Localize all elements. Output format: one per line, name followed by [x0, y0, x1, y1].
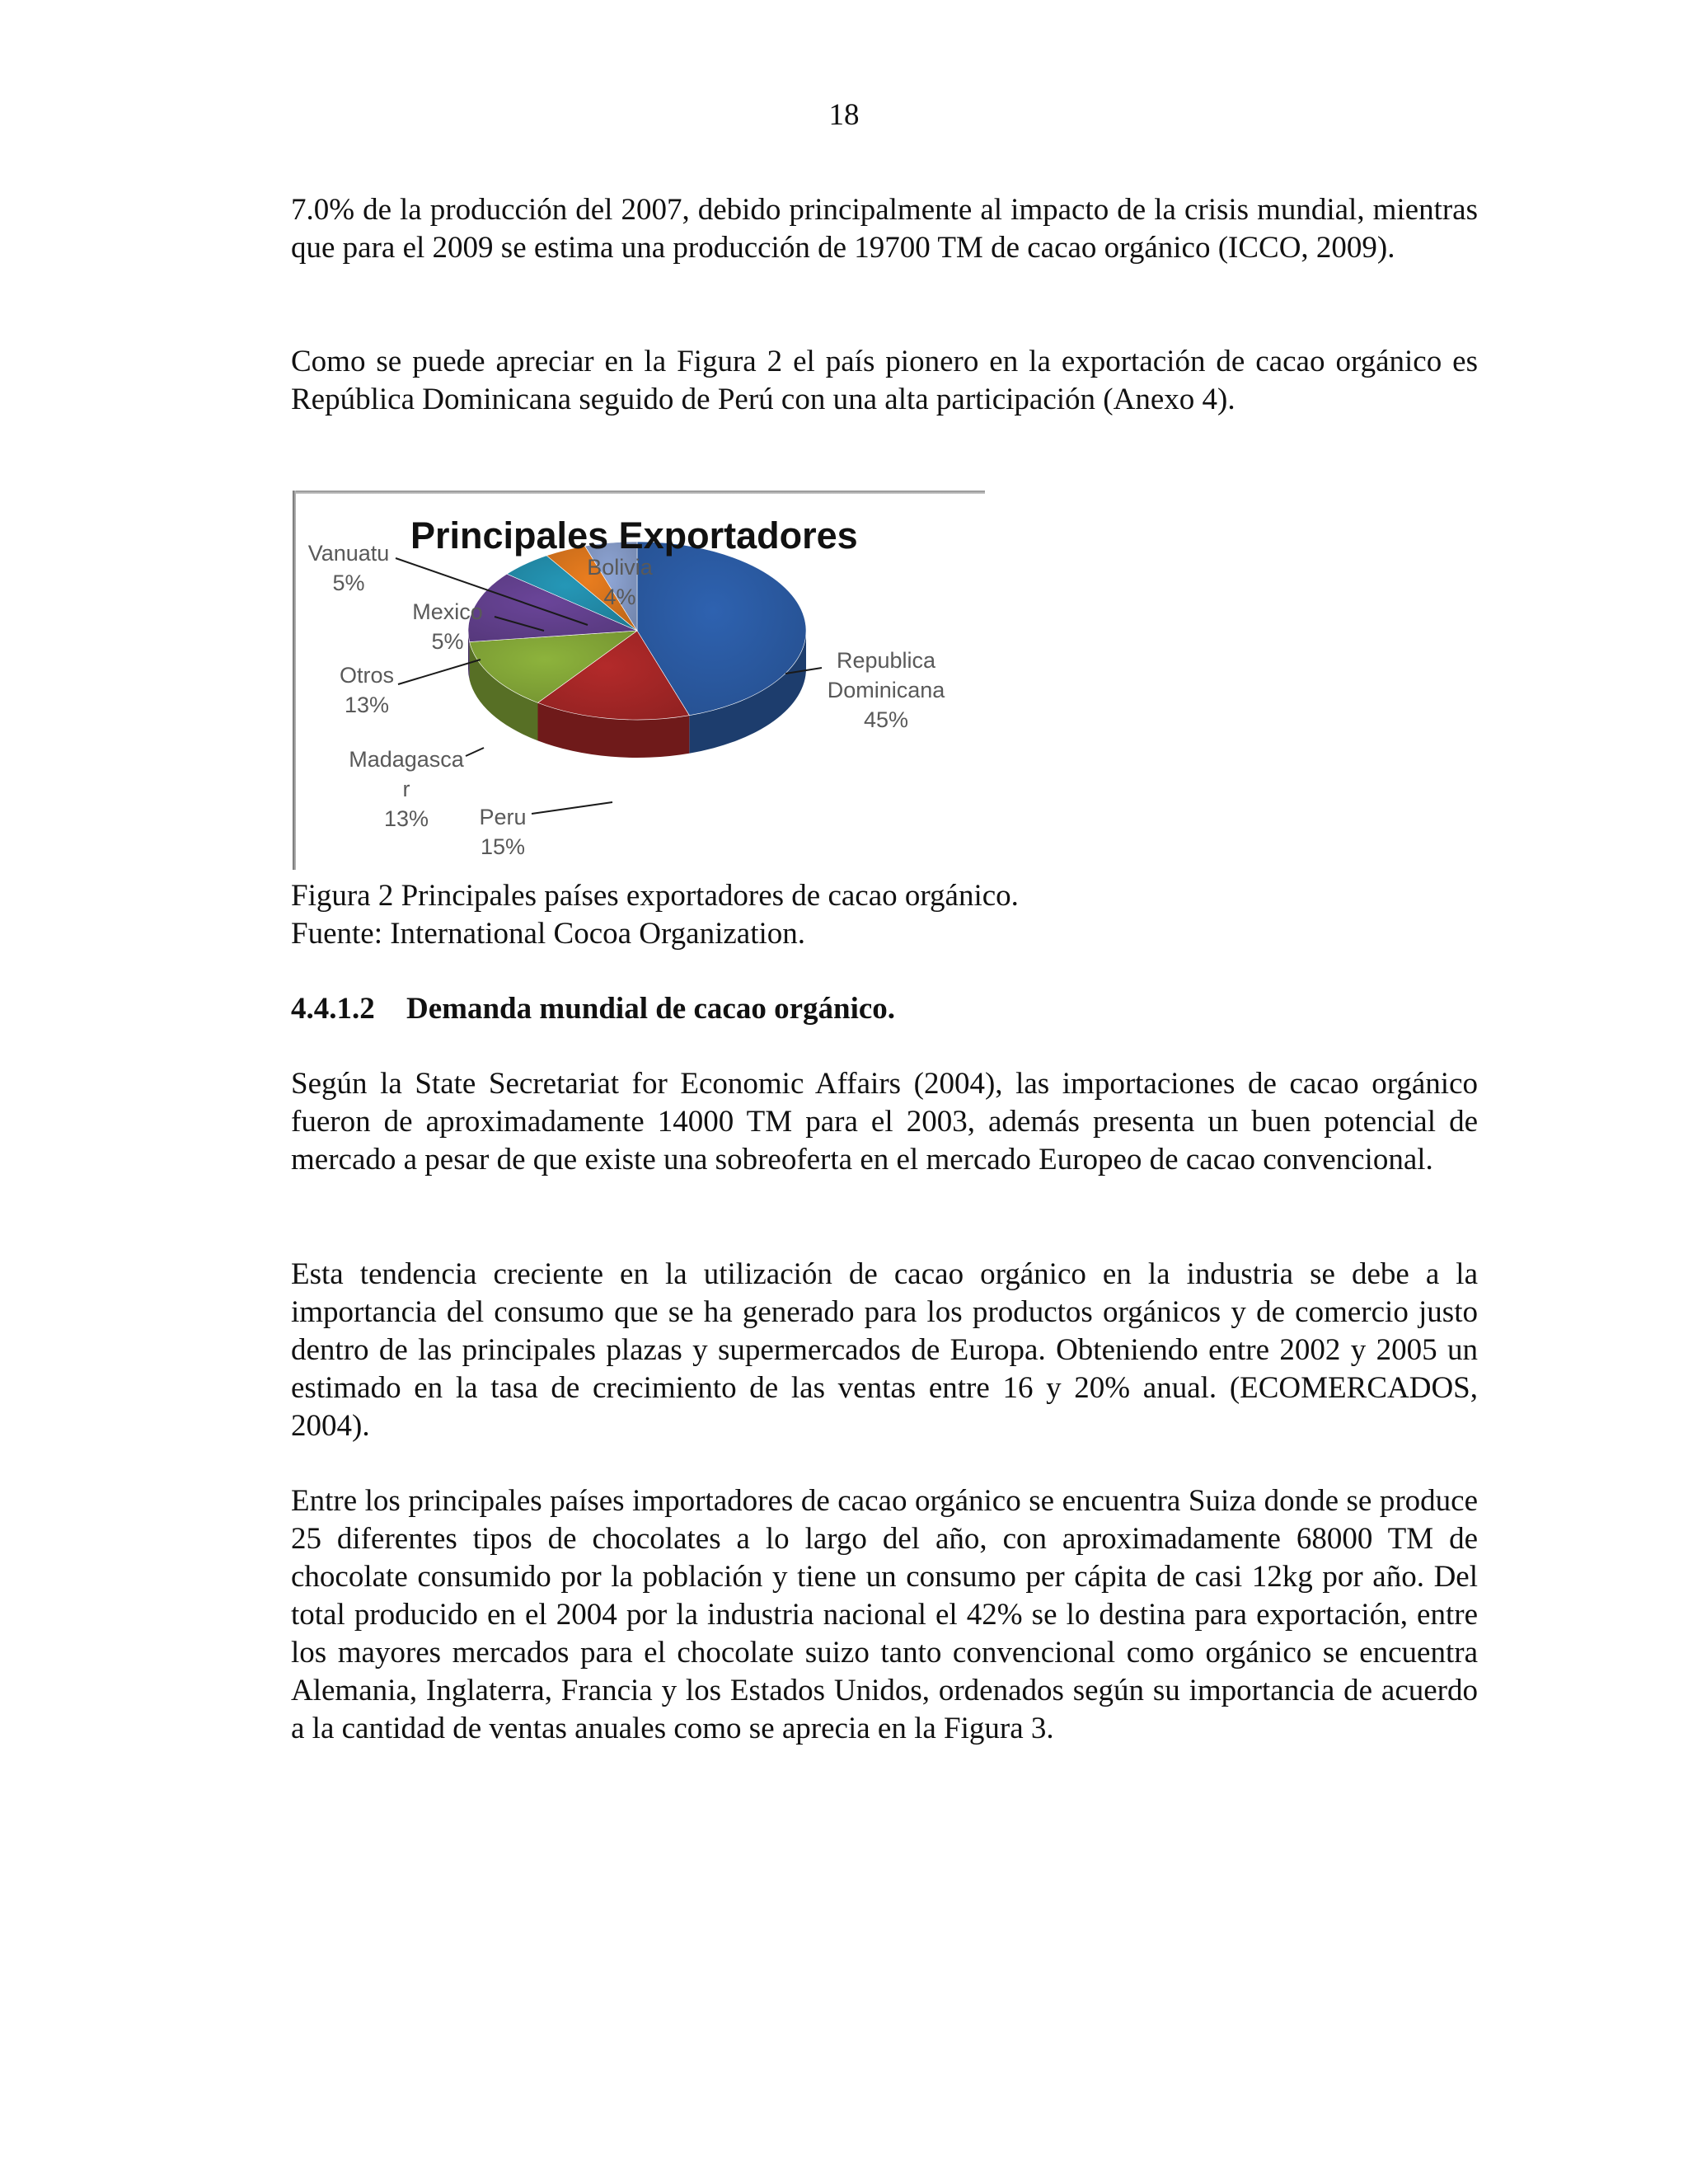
figure-caption-source: Fuente: International Cocoa Organization. [291, 917, 806, 951]
pct-mexico: 5% [431, 629, 464, 654]
pct-peru: 15% [480, 834, 526, 859]
pie-chart [293, 491, 985, 870]
figure-caption [291, 877, 1478, 953]
pct-republica-dominicana: 45% [863, 707, 909, 732]
leader-line-peru [532, 802, 612, 814]
name-bolivia: Bolivia [587, 555, 653, 580]
paragraph-importers: Entre los principales países importadores de cacao orgánico se encuentra Suiza donde se produce 25 diferentes tipos de chocolates a lo largo del año, con aproximadamente 68000 TM de chocolate consumido por la población y tiene un consumo per cápita de casi 12kg por año. Del total producido en el 2004 por la industria nacional el 42% se lo destina para exportación, entre los mayores mercados para el chocolate suizo tanto convencional como orgánico se encuentra Alemania, Inglaterra, Francia y los Estados Unidos, ordenados según su importancia de acuerdo a la cantidad de ventas anuales como se aprecia en la Figura 3. [291, 1484, 1478, 1745]
leader-line-madagascar [466, 748, 484, 756]
label-vanuatu [308, 541, 390, 595]
name-republica-dominicana: Dominicana [827, 678, 945, 702]
paragraph-production: 7.0% de la producción del 2007, debido principalmente al impacto de la crisis mundial, mientras que para el 2009 se estima una producción de 19700 TM de cacao orgánico (ICCO, 2009). [291, 193, 1478, 265]
name-mexico: Mexico [412, 599, 483, 624]
pct-madagascar: 13% [383, 806, 429, 831]
chart-title: Principales Exportadores [410, 514, 858, 557]
name-vanuatu: Vanuatu [307, 541, 390, 566]
page-number: 18 [828, 98, 860, 132]
section-heading [291, 990, 1478, 1028]
name-otros: Otros [339, 663, 395, 688]
paragraph-trend: Esta tendencia creciente en la utilización de cacao orgánico en la industria se debe a la importancia del consumo que se ha generado para los productos orgánicos y de comercio justo dentro de las principales plazas y supermercados de Europa. Obteniendo entre 2002 y 2005 un estimado en la tasa de crecimiento de las ventas entre 16 y 20% anual. (ECOMERCADOS, 2004). [291, 1257, 1478, 1443]
figure-2-chart [293, 491, 985, 870]
paragraph-pioneer-exporter: Como se puede apreciar en la Figura 2 el país pionero en la exportación de cacao orgánico es República Dominicana seguido de Perú con una alta participación (Anexo 4). [291, 345, 1478, 416]
name-madagascar: Madagasca [349, 747, 464, 772]
pct-bolivia: 4% [603, 585, 636, 609]
name-republica-dominicana: Republica [836, 648, 936, 673]
pct-vanuatu: 5% [332, 571, 365, 595]
section-number: 4.4.1.2 [291, 992, 375, 1026]
label-madagascar [349, 747, 465, 831]
section-title: Demanda mundial de cacao orgánico. [406, 992, 896, 1026]
name-madagascar: r [402, 777, 410, 801]
label-peru [479, 805, 526, 859]
name-peru: Peru [479, 805, 527, 829]
label-republica-dominicana [828, 648, 946, 732]
pct-otros: 13% [344, 693, 390, 717]
paragraph-imports: Según la State Secretariat for Economic Affairs (2004), las importaciones de cacao orgánico fueron de aproximadamente 14000 TM para el 2003, además presenta un buen potencial de mercado a pesar de que existe una sobreoferta en el mercado Europeo de cacao convencional. [291, 1067, 1478, 1177]
leader-line-otros [398, 660, 481, 684]
label-otros [340, 663, 394, 717]
figure-caption-title: Figura 2 Principales países exportadores de cacao orgánico. [291, 879, 1019, 913]
